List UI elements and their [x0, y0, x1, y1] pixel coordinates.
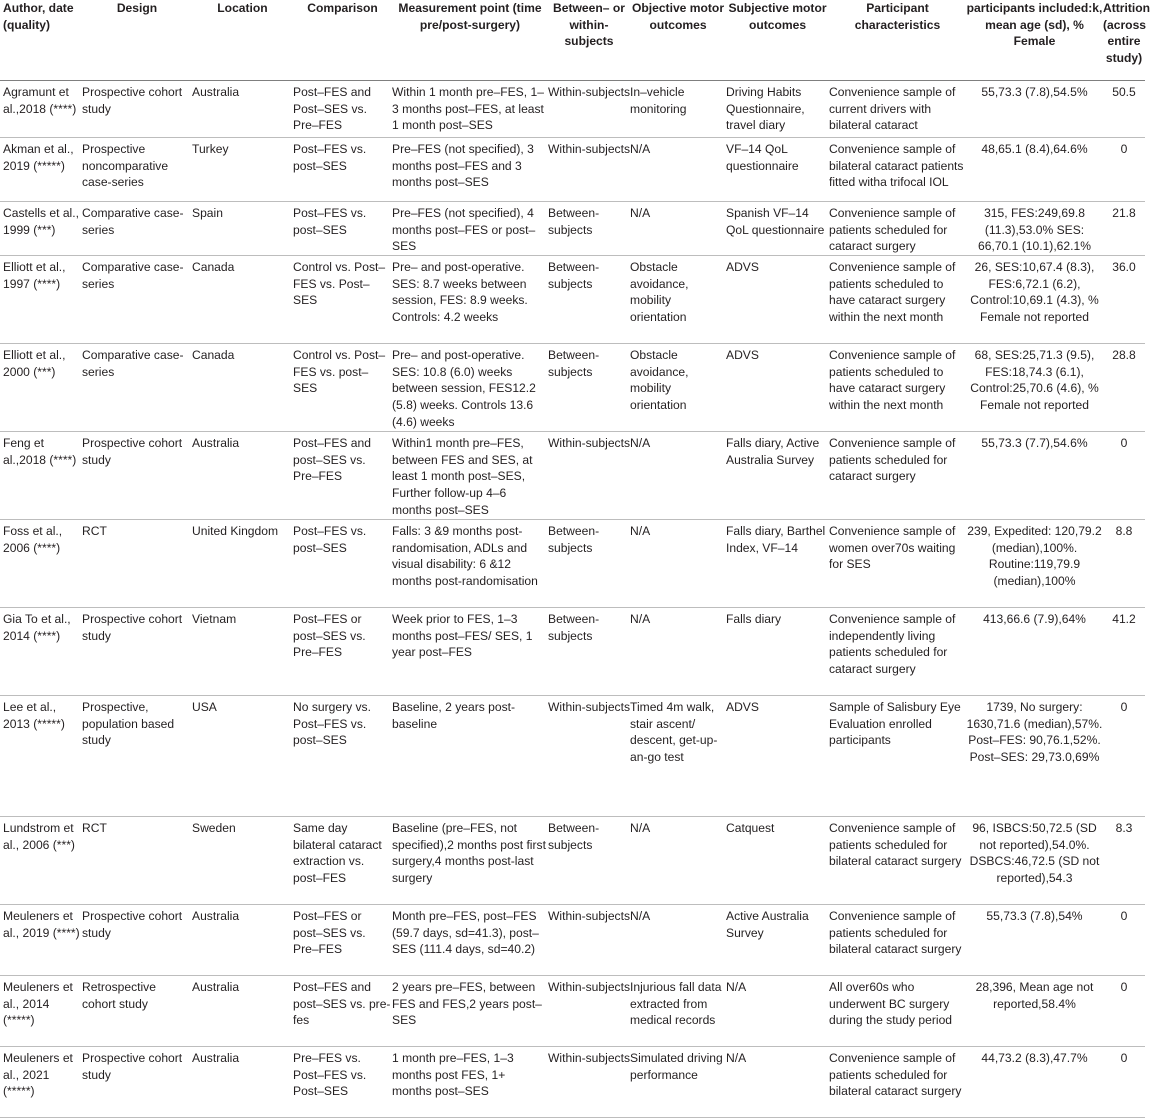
table-cell: Simulated driving performance: [630, 1047, 726, 1118]
table-cell: Between-subjects: [548, 608, 630, 696]
table-cell: Pre–FES (not specified), 4 months post–FES or post–SES: [392, 202, 548, 256]
table-cell: Catquest: [726, 817, 829, 905]
table-cell: Active Australia Survey: [726, 905, 829, 976]
table-cell: Turkey: [192, 138, 293, 202]
table-cell: Prospective cohort study: [82, 905, 192, 976]
table-cell: Meuleners et al., 2021 (*****): [0, 1047, 82, 1118]
table-cell: 0: [1103, 696, 1145, 817]
table-cell: 26, SES:10,67.4 (8.3), FES:6,72.1 (6.2), Control:10,69.1 (4.3), % Female not reported: [966, 256, 1103, 344]
table-cell: Falls: 3 &9 months post-randomisation, ADLs and visual disability: 6 &12 months post-randomisation: [392, 520, 548, 608]
table-cell: Australia: [192, 905, 293, 976]
table-cell: Feng et al.,2018 (****): [0, 432, 82, 520]
table-cell: Within-subjects: [548, 1047, 630, 1118]
table-cell: 28,396, Mean age not reported,58.4%: [966, 976, 1103, 1047]
table-cell: Post–FES vs. post–SES: [293, 138, 392, 202]
table-cell: 21.8: [1103, 202, 1145, 256]
table-cell: Post–FES and Post–SES vs. Pre–FES: [293, 81, 392, 138]
table-cell: 55,73.3 (7.7),54.6%: [966, 432, 1103, 520]
table-cell: Timed 4m walk, stair ascent/ descent, get-up-an-go test: [630, 696, 726, 817]
table-row: [0, 1047, 1145, 1118]
table-row: [0, 344, 1145, 432]
table-cell: 1 month pre–FES, 1–3 months post FES, 1+ months post–SES: [392, 1047, 548, 1118]
table-cell: Spain: [192, 202, 293, 256]
table-cell: Driving Habits Questionnaire, travel diary: [726, 81, 829, 138]
table-cell: Post–FES vs. post–SES: [293, 202, 392, 256]
table-row: [0, 817, 1145, 905]
table-cell: Baseline, 2 years post-baseline: [392, 696, 548, 817]
table-cell: Foss et al., 2006 (****): [0, 520, 82, 608]
column-header: Participant characteristics: [829, 0, 966, 81]
table-cell: Post–FES and post–SES vs. pre-fes: [293, 976, 392, 1047]
table-cell: Injurious fall data extracted from medical records: [630, 976, 726, 1047]
table-cell: Pre–FES vs. Post–FES vs. Post–SES: [293, 1047, 392, 1118]
table-cell: Post–FES or post–SES vs. Pre–FES: [293, 905, 392, 976]
table-cell: 1739, No surgery: 1630,71.6 (median),57%. Post–FES: 90,76.1,52%. Post–SES: 29,73.0,69%: [966, 696, 1103, 817]
column-header: Between– or within-subjects: [548, 0, 630, 81]
table-row: [0, 256, 1145, 344]
table-row: [0, 520, 1145, 608]
column-header: Comparison: [293, 0, 392, 81]
table-cell: N/A: [630, 138, 726, 202]
table-cell: Retrospective cohort study: [82, 976, 192, 1047]
table-cell: N/A: [630, 520, 726, 608]
table-cell: Comparative case-series: [82, 256, 192, 344]
table-cell: 50.5: [1103, 81, 1145, 138]
table-cell: Within-subjects: [548, 976, 630, 1047]
table-cell: Australia: [192, 81, 293, 138]
table-cell: Obstacle avoidance, mobility orientation: [630, 256, 726, 344]
table-cell: 55,73.3 (7.8),54%: [966, 905, 1103, 976]
table-cell: United Kingdom: [192, 520, 293, 608]
table-cell: 239, Expedited: 120,79.2 (median),100%. Routine:119,79.9 (median),100%: [966, 520, 1103, 608]
table-cell: Lee et al., 2013 (*****): [0, 696, 82, 817]
table-cell: Baseline (pre–FES, not specified),2 months post first surgery,4 months post-last surgery: [392, 817, 548, 905]
table-cell: 68, SES:25,71.3 (9.5), FES:18,74.3 (6.1), Control:25,70.6 (4.6), % Female not reported: [966, 344, 1103, 432]
table-cell: 0: [1103, 1047, 1145, 1118]
table-cell: N/A: [630, 817, 726, 905]
table-row: [0, 202, 1145, 256]
table-cell: Control vs. Post–FES vs. Post–SES: [293, 256, 392, 344]
table-cell: N/A: [726, 1047, 829, 1118]
table-cell: Pre– and post-operative. SES: 8.7 weeks between session, FES: 8.9 weeks. Controls: 4.2 weeks: [392, 256, 548, 344]
table-cell: Within-subjects: [548, 432, 630, 520]
table-cell: Canada: [192, 256, 293, 344]
table-cell: Post–FES or post–SES vs. Pre–FES: [293, 608, 392, 696]
table-cell: 8.8: [1103, 520, 1145, 608]
table-cell: Elliott et al., 1997 (****): [0, 256, 82, 344]
table-cell: Agramunt et al.,2018 (****): [0, 81, 82, 138]
table-cell: Falls diary, Active Australia Survey: [726, 432, 829, 520]
table-cell: Convenience sample of patients scheduled to have cataract surgery within the next month: [829, 256, 966, 344]
table-cell: 0: [1103, 138, 1145, 202]
table-cell: Within-subjects: [548, 138, 630, 202]
table-cell: Convenience sample of patients scheduled for bilateral cataract surgery: [829, 817, 966, 905]
table-cell: Comparative case-series: [82, 344, 192, 432]
table-cell: Pre– and post-operative. SES: 10.8 (6.0) weeks between session, FES12.2 (5.8) weeks. Controls 13.6 (4.6) weeks: [392, 344, 548, 432]
table-row: [0, 696, 1145, 817]
table-cell: Meuleners et al., 2014 (*****): [0, 976, 82, 1047]
column-header: Attrition (across entire study): [1103, 0, 1145, 81]
table-cell: 41.2: [1103, 608, 1145, 696]
table-cell: Convenience sample of patients scheduled to have cataract surgery within the next month: [829, 344, 966, 432]
table-row: [0, 905, 1145, 976]
table-cell: Meuleners et al., 2019 (****): [0, 905, 82, 976]
table-cell: N/A: [630, 905, 726, 976]
table-cell: Australia: [192, 1047, 293, 1118]
table-cell: Pre–FES (not specified), 3 months post–FES and 3 months post–SES: [392, 138, 548, 202]
table-cell: ADVS: [726, 344, 829, 432]
table-row: [0, 81, 1145, 138]
table-cell: Within-subjects: [548, 696, 630, 817]
table-row: [0, 608, 1145, 696]
column-header: participants included:k, mean age (sd), % Female: [966, 0, 1103, 81]
column-header: Objective motor outcomes: [630, 0, 726, 81]
table-row: [0, 138, 1145, 202]
table-cell: Convenience sample of current drivers with bilateral cataract: [829, 81, 966, 138]
table-cell: Australia: [192, 432, 293, 520]
table-cell: 8.3: [1103, 817, 1145, 905]
table-cell: Between-subjects: [548, 817, 630, 905]
table-cell: Lundstrom et al., 2006 (***): [0, 817, 82, 905]
table-row: [0, 976, 1145, 1047]
table-cell: Control vs. Post–FES vs. post–SES: [293, 344, 392, 432]
table-cell: Month pre–FES, post–FES (59.7 days, sd=41.3), post–SES (111.4 days, sd=40.2): [392, 905, 548, 976]
table-cell: Between-subjects: [548, 202, 630, 256]
table-cell: Prospective cohort study: [82, 81, 192, 138]
table-cell: Convenience sample of patients scheduled for cataract surgery: [829, 432, 966, 520]
table-cell: 413,66.6 (7.9),64%: [966, 608, 1103, 696]
table-row: [0, 432, 1145, 520]
table-cell: N/A: [630, 202, 726, 256]
table-cell: Within 1 month pre–FES, 1–3 months post–FES, at least 1 month post–SES: [392, 81, 548, 138]
table-cell: Within-subjects: [548, 81, 630, 138]
table-cell: Obstacle avoidance, mobility orientation: [630, 344, 726, 432]
table-cell: 0: [1103, 976, 1145, 1047]
table-cell: Week prior to FES, 1–3 months post–FES/ SES, 1 year post–FES: [392, 608, 548, 696]
table-cell: Convenience sample of patients scheduled for bilateral cataract surgery: [829, 905, 966, 976]
table-cell: Spanish VF–14 QoL questionnaire: [726, 202, 829, 256]
table-cell: VF–14 QoL questionnaire: [726, 138, 829, 202]
table-cell: Canada: [192, 344, 293, 432]
column-header: Subjective motor outcomes: [726, 0, 829, 81]
table-cell: N/A: [630, 432, 726, 520]
table-cell: 28.8: [1103, 344, 1145, 432]
table-cell: 0: [1103, 905, 1145, 976]
table-cell: Elliott et al., 2000 (***): [0, 344, 82, 432]
table-cell: Within1 month pre–FES, between FES and SES, at least 1 month post–SES, Further follow-up 4–6 months post–SES: [392, 432, 548, 520]
column-header: Author, date (quality): [0, 0, 82, 81]
table-cell: All over60s who underwent BC surgery during the study period: [829, 976, 966, 1047]
table-cell: Gia To et al., 2014 (****): [0, 608, 82, 696]
table-cell: Castells et al., 1999 (***): [0, 202, 82, 256]
table-cell: Prospective cohort study: [82, 608, 192, 696]
table-cell: No surgery vs. Post–FES vs. post–SES: [293, 696, 392, 817]
table-cell: Prospective, population based study: [82, 696, 192, 817]
table-cell: Convenience sample of women over70s waiting for SES: [829, 520, 966, 608]
table-cell: Falls diary: [726, 608, 829, 696]
table-cell: Between-subjects: [548, 520, 630, 608]
table-cell: N/A: [726, 976, 829, 1047]
table-cell: Post–FES and post–SES vs. Pre–FES: [293, 432, 392, 520]
table-cell: 44,73.2 (8.3),47.7%: [966, 1047, 1103, 1118]
table-cell: Between-subjects: [548, 256, 630, 344]
table-cell: Convenience sample of independently living patients scheduled for cataract surgery: [829, 608, 966, 696]
table-cell: 315, FES:249,69.8 (11.3),53.0% SES: 66,70.1 (10.1),62.1%: [966, 202, 1103, 256]
table-cell: Prospective noncomparative case-series: [82, 138, 192, 202]
table-cell: ADVS: [726, 696, 829, 817]
table-cell: Prospective cohort study: [82, 1047, 192, 1118]
table-cell: Post–FES vs. post–SES: [293, 520, 392, 608]
table-cell: Convenience sample of patients scheduled for cataract surgery: [829, 202, 966, 256]
table-cell: Same day bilateral cataract extraction vs. post–FES: [293, 817, 392, 905]
table-cell: 55,73.3 (7.8),54.5%: [966, 81, 1103, 138]
table-cell: In–vehicle monitoring: [630, 81, 726, 138]
table-cell: N/A: [630, 608, 726, 696]
table-cell: 36.0: [1103, 256, 1145, 344]
table-cell: 96, ISBCS:50,72.5 (SD not reported),54.0%. DSBCS:46,72.5 (SD not reported),54.3: [966, 817, 1103, 905]
column-header: Measurement point (time pre/post-surgery): [392, 0, 548, 81]
table-cell: 48,65.1 (8.4),64.6%: [966, 138, 1103, 202]
table-cell: ADVS: [726, 256, 829, 344]
table-cell: Convenience sample of bilateral cataract patients fitted witha trifocal IOL: [829, 138, 966, 202]
table-cell: Comparative case-series: [82, 202, 192, 256]
table-cell: Falls diary, Barthel Index, VF–14: [726, 520, 829, 608]
column-header: Location: [192, 0, 293, 81]
table-cell: Vietnam: [192, 608, 293, 696]
table-cell: 2 years pre–FES, between FES and FES,2 years post–SES: [392, 976, 548, 1047]
table-cell: Convenience sample of patients scheduled for bilateral cataract surgery: [829, 1047, 966, 1118]
table-cell: Sample of Salisbury Eye Evaluation enrolled participants: [829, 696, 966, 817]
table-cell: Between-subjects: [548, 344, 630, 432]
table-cell: Australia: [192, 976, 293, 1047]
table-cell: Within-subjects: [548, 905, 630, 976]
table-cell: USA: [192, 696, 293, 817]
table-cell: Prospective cohort study: [82, 432, 192, 520]
table-cell: Akman et al., 2019 (*****): [0, 138, 82, 202]
table-cell: RCT: [82, 520, 192, 608]
column-header: Design: [82, 0, 192, 81]
table-cell: 0: [1103, 432, 1145, 520]
header-row: [0, 0, 1145, 81]
table-cell: Sweden: [192, 817, 293, 905]
table-cell: RCT: [82, 817, 192, 905]
